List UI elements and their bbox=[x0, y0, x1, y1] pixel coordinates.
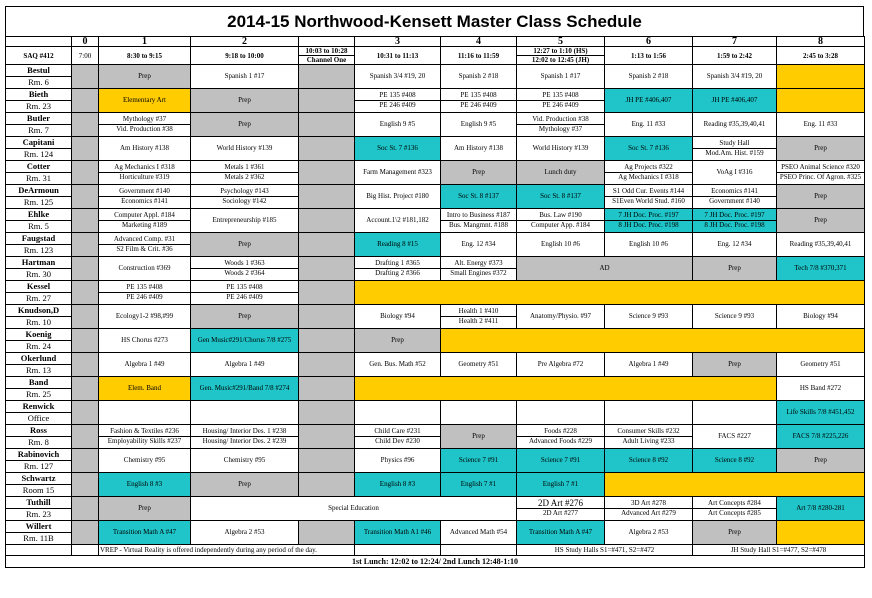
class-cell: Bus. Law #190 Computer App. #184 bbox=[517, 209, 605, 233]
period-6: 6 bbox=[605, 37, 693, 47]
period-7: 7 bbox=[693, 37, 777, 47]
teacher-row bbox=[6, 401, 865, 425]
teacher-row bbox=[6, 521, 865, 545]
period-1: 1 bbox=[99, 37, 191, 47]
class-cell: Prep bbox=[693, 521, 777, 545]
class-cell: Transition Math A #47 bbox=[517, 521, 605, 545]
class-cell: Foods #228 Advanced Foods #229 bbox=[517, 425, 605, 449]
teacher-cell: Koenig Rm. 24 bbox=[6, 329, 72, 353]
teacher-cell: Kessel Rm. 27 bbox=[6, 281, 72, 305]
class-cell: Prep bbox=[693, 257, 777, 281]
class-cell: Farm Management #323 bbox=[355, 161, 441, 185]
class-cell: Prep bbox=[441, 161, 517, 185]
teacher-row bbox=[6, 329, 865, 353]
class-cell: Algebra 2 #53 bbox=[605, 521, 693, 545]
period-0: 0 bbox=[72, 37, 99, 47]
class-cell: Science 8 #92 bbox=[693, 449, 777, 473]
class-cell: Government #140 Economics #141 bbox=[99, 185, 191, 209]
class-cell: Computer Appl. #184 Marketing #189 bbox=[99, 209, 191, 233]
class-cell: Soc St. 8 #137 bbox=[517, 185, 605, 209]
teacher-cell: DeArmoun Rm. 125 bbox=[6, 185, 72, 209]
class-cell: Physics #96 bbox=[355, 449, 441, 473]
class-cell: English 7 #1 bbox=[517, 473, 605, 497]
teacher-row bbox=[6, 257, 865, 281]
class-cell: Prep bbox=[99, 65, 191, 89]
class-cell: Special Education bbox=[191, 497, 517, 521]
teacher-cell: Rabinovich Rm. 127 bbox=[6, 449, 72, 473]
teacher-cell: Knudson,D Rm. 10 bbox=[6, 305, 72, 329]
class-cell: PE 135 #408 PE 246 #409 bbox=[99, 281, 191, 305]
class-cell: Geometry #51 bbox=[777, 353, 865, 377]
class-cell: Prep bbox=[777, 209, 865, 233]
class-cell: Biology #94 bbox=[355, 305, 441, 329]
class-cell: Reading #35,39,40,41 bbox=[777, 233, 865, 257]
class-cell: Study Hall Mod.Am. Hist. #159 bbox=[693, 137, 777, 161]
class-cell: Chemistry #95 bbox=[99, 449, 191, 473]
teacher-row bbox=[6, 281, 865, 305]
teacher-row bbox=[6, 233, 865, 257]
class-cell: Am History #138 bbox=[99, 137, 191, 161]
class-cell: Prep bbox=[191, 305, 299, 329]
class-cell: PE 135 #408 PE 246 #409 bbox=[191, 281, 299, 305]
teacher-cell: Faugstad Rm. 123 bbox=[6, 233, 72, 257]
class-cell: AD bbox=[517, 257, 693, 281]
class-cell: Transition Math A1 #46 bbox=[355, 521, 441, 545]
teacher-cell: Willert Rm. 11B bbox=[6, 521, 72, 545]
class-cell: Big Hist. Project #180 bbox=[355, 185, 441, 209]
teacher-cell: Ehlke Rm. 5 bbox=[6, 209, 72, 233]
schedule-table bbox=[5, 36, 865, 568]
class-cell: Prep bbox=[355, 329, 441, 353]
teacher-row bbox=[6, 425, 865, 449]
teacher-row bbox=[6, 377, 865, 401]
time-1: 8:30 to 9:15 bbox=[99, 47, 191, 65]
class-cell: Advanced Math #54 bbox=[441, 521, 517, 545]
class-cell: English 7 #1 bbox=[441, 473, 517, 497]
class-cell: PE 135 #408 PE 246 #409 bbox=[355, 89, 441, 113]
class-cell: 3D Art #278 Advanced Art #279 bbox=[605, 497, 693, 521]
class-cell: Soc St. 7 #136 bbox=[355, 137, 441, 161]
class-cell: Intro to Business #187 Bus. Mangmnt. #188 bbox=[441, 209, 517, 233]
teacher-row bbox=[6, 305, 865, 329]
class-cell: World History #139 bbox=[191, 137, 299, 161]
class-cell: Elem. Band bbox=[99, 377, 191, 401]
class-cell: Prep bbox=[441, 425, 517, 449]
period-4: 4 bbox=[441, 37, 517, 47]
class-cell: Prep bbox=[777, 137, 865, 161]
class-cell: Transition Math A #47 bbox=[99, 521, 191, 545]
lunch-times: 1st Lunch: 12:02 to 12:24/ 2nd Lunch 12:48-1:10 bbox=[6, 556, 865, 568]
class-cell: Lunch duty bbox=[517, 161, 605, 185]
class-cell: English 8 #3 bbox=[355, 473, 441, 497]
class-cell: PSEO Animal Science #320 PSEO Princ. Of Agron. #325 bbox=[777, 161, 865, 185]
page-title: 2014-15 Northwood-Kensett Master Class Schedule bbox=[5, 6, 864, 36]
class-cell: Prep bbox=[191, 233, 299, 257]
class-cell: English 9 #5 bbox=[355, 113, 441, 137]
class-cell: English 10 #6 bbox=[605, 233, 693, 257]
class-cell: Prep bbox=[777, 185, 865, 209]
teacher-row bbox=[6, 449, 865, 473]
teacher-row bbox=[6, 185, 865, 209]
class-cell: Spanish 2 #18 bbox=[441, 65, 517, 89]
teacher-cell: Renwick Office bbox=[6, 401, 72, 425]
class-cell: Prep bbox=[99, 497, 191, 521]
teacher-cell: Bestul Rm. 6 bbox=[6, 65, 72, 89]
class-cell: Mythology #37 Vid. Production #38 bbox=[99, 113, 191, 137]
time-header-row bbox=[6, 47, 865, 65]
teacher-cell: Okerlund Rm. 13 bbox=[6, 353, 72, 377]
class-cell: Eng. 11 #33 bbox=[777, 113, 865, 137]
class-cell: Tech 7/8 #370,371 bbox=[777, 257, 865, 281]
class-cell: Economics #141 Government #140 bbox=[693, 185, 777, 209]
class-cell: Am History #138 bbox=[441, 137, 517, 161]
class-cell: Algebra 1 #49 bbox=[191, 353, 299, 377]
time-8: 2:45 to 3:28 bbox=[777, 47, 865, 65]
class-cell: HS Band #272 bbox=[777, 377, 865, 401]
hs-study-hall-note: HS Study Halls S1=#471, S2=#472 bbox=[517, 545, 693, 556]
teacher-cell: Butler Rm. 7 bbox=[6, 113, 72, 137]
class-cell: JH PE #406,407 bbox=[605, 89, 693, 113]
class-cell: Soc St. 8 #137 bbox=[441, 185, 517, 209]
class-cell: Entrepreneurship #185 bbox=[191, 209, 299, 233]
saq-label: SAQ #412 bbox=[6, 47, 72, 65]
teacher-row bbox=[6, 209, 865, 233]
class-cell: Science 8 #92 bbox=[605, 449, 693, 473]
class-cell: Life Skills 7/8 #451,452 bbox=[777, 401, 865, 425]
period-8: 8 bbox=[777, 37, 865, 47]
period-5: 5 bbox=[517, 37, 605, 47]
footer-note-row bbox=[6, 545, 865, 556]
class-cell: Account.1\2 #181,182 bbox=[355, 209, 441, 233]
period-3: 3 bbox=[355, 37, 441, 47]
class-cell: JH PE #406,407 bbox=[693, 89, 777, 113]
time-4: 11:16 to 11:59 bbox=[441, 47, 517, 65]
teacher-row bbox=[6, 113, 865, 137]
class-cell: Prep bbox=[191, 89, 299, 113]
lunch-row bbox=[6, 556, 865, 568]
class-cell: Prep bbox=[191, 113, 299, 137]
teacher-cell: Cotter Rm. 31 bbox=[6, 161, 72, 185]
class-cell: FACS #227 bbox=[693, 425, 777, 449]
time-6: 1:13 to 1:56 bbox=[605, 47, 693, 65]
class-cell: Psychology #143 Sociology #142 bbox=[191, 185, 299, 209]
time-channel: 10:03 to 10:28 Channel One bbox=[299, 47, 355, 65]
class-cell: Prep bbox=[777, 449, 865, 473]
class-cell: PE 135 #408 PE 246 #409 bbox=[441, 89, 517, 113]
class-cell: Gen Music#291/Chorus 7/8 #275 bbox=[191, 329, 299, 353]
teacher-row bbox=[6, 89, 865, 113]
class-cell: HS Chorus #273 bbox=[99, 329, 191, 353]
class-cell: Child Care #231 Child Dev #230 bbox=[355, 425, 441, 449]
class-cell: Pre Algebra #72 bbox=[517, 353, 605, 377]
class-cell: Algebra 2 #53 bbox=[191, 521, 299, 545]
class-cell: Algebra 1 #49 bbox=[605, 353, 693, 377]
class-cell: Ag Projects #322 Ag Mechanics I #318 bbox=[605, 161, 693, 185]
teacher-cell: Ross Rm. 8 bbox=[6, 425, 72, 449]
teacher-row bbox=[6, 497, 865, 521]
class-cell: Chemistry #95 bbox=[191, 449, 299, 473]
period-2: 2 bbox=[191, 37, 299, 47]
vrep-note: VREP - Virtual Reality is offered independently during any period of the day. bbox=[99, 545, 355, 556]
class-cell: Science 9 #93 bbox=[693, 305, 777, 329]
class-cell: FACS 7/8 #225,226 bbox=[777, 425, 865, 449]
time-5: 12:27 to 1:10 (HS) 12:02 to 12:45 (JH) bbox=[517, 47, 605, 65]
class-cell: Biology #94 bbox=[777, 305, 865, 329]
teacher-row bbox=[6, 353, 865, 377]
class-cell: Reading #35,39,40,41 bbox=[693, 113, 777, 137]
class-cell: Prep bbox=[693, 353, 777, 377]
class-cell: Health 1 #410 Health 2 #411 bbox=[441, 305, 517, 329]
class-cell: Anatomy/Physio. #97 bbox=[517, 305, 605, 329]
class-cell: 2D Art #276 2D Art #277 bbox=[517, 497, 605, 521]
jh-study-hall-note: JH Study Hall S1=#477, S2=#478 bbox=[693, 545, 865, 556]
class-cell: Spanish 1 #17 bbox=[517, 65, 605, 89]
time-7: 1:59 to 2:42 bbox=[693, 47, 777, 65]
class-cell: Spanish 1 #17 bbox=[191, 65, 299, 89]
class-cell: Science 9 #93 bbox=[605, 305, 693, 329]
class-cell: Spanish 3/4 #19, 20 bbox=[693, 65, 777, 89]
time-0: 7:00 bbox=[72, 47, 99, 65]
class-cell: Housing/ Interior Des. 1 #238 Housing/ Interior Des. 2 #239 bbox=[191, 425, 299, 449]
period-header-row bbox=[6, 37, 865, 47]
class-cell: Woods 1 #363 Woods 2 #364 bbox=[191, 257, 299, 281]
class-cell: 7 JH Doc. Proc. #197 8 JH Doc. Proc. #198 bbox=[605, 209, 693, 233]
teacher-cell: Hartman Rm. 30 bbox=[6, 257, 72, 281]
class-cell: Eng. 12 #34 bbox=[441, 233, 517, 257]
teacher-cell: Band Rm. 25 bbox=[6, 377, 72, 401]
class-cell: VoAg I #316 bbox=[693, 161, 777, 185]
teacher-row bbox=[6, 65, 865, 89]
class-cell: Science 7 #91 bbox=[441, 449, 517, 473]
class-cell: Vid. Production #38 Mythology #37 bbox=[517, 113, 605, 137]
class-cell: Spanish 2 #18 bbox=[605, 65, 693, 89]
class-cell: PE 135 #408 PE 246 #409 bbox=[517, 89, 605, 113]
class-cell: Science 7 #91 bbox=[517, 449, 605, 473]
class-cell: Spanish 3/4 #19, 20 bbox=[355, 65, 441, 89]
teacher-cell: Tuthill Rm. 23 bbox=[6, 497, 72, 521]
class-cell: Ecology1-2 #98,#99 bbox=[99, 305, 191, 329]
teacher-row bbox=[6, 161, 865, 185]
class-cell: English 10 #6 bbox=[517, 233, 605, 257]
class-cell: Eng. 11 #33 bbox=[605, 113, 693, 137]
class-cell: Eng. 12 #34 bbox=[693, 233, 777, 257]
class-cell: Art Concepts #284 Art Concepts #285 bbox=[693, 497, 777, 521]
class-cell: Elementary Art bbox=[99, 89, 191, 113]
class-cell: Metals 1 #361 Metals 2 #362 bbox=[191, 161, 299, 185]
class-cell: 7 JH Doc. Proc. #197 8 JH Doc. Proc. #198 bbox=[693, 209, 777, 233]
class-cell: Alt. Energy #373 Small Engines #372 bbox=[441, 257, 517, 281]
class-cell: Consumer Skills #232 Adult Living #233 bbox=[605, 425, 693, 449]
class-cell: Drafting 1 #365 Drafting 2 #366 bbox=[355, 257, 441, 281]
teacher-cell: Schwartz Room 15 bbox=[6, 473, 72, 497]
class-cell: Gen. Music#291/Band 7/8 #274 bbox=[191, 377, 299, 401]
class-cell: Geometry #51 bbox=[441, 353, 517, 377]
class-cell: Fashion & Textiles #236 Employability Skills #237 bbox=[99, 425, 191, 449]
class-cell: Art 7/8 #280-281 bbox=[777, 497, 865, 521]
teacher-cell: Bieth Rm. 23 bbox=[6, 89, 72, 113]
class-cell: English 8 #3 bbox=[99, 473, 191, 497]
class-cell: Gen. Bus. Math #52 bbox=[355, 353, 441, 377]
class-cell: World History #139 bbox=[517, 137, 605, 161]
class-cell: Algebra 1 #49 bbox=[99, 353, 191, 377]
class-cell: Reading 8 #15 bbox=[355, 233, 441, 257]
time-2: 9:18 to 10:00 bbox=[191, 47, 299, 65]
class-cell: Advanced Comp. #31 S2 Film & Crit. #36 bbox=[99, 233, 191, 257]
time-3: 10:31 to 11:13 bbox=[355, 47, 441, 65]
class-cell: Construction #369 bbox=[99, 257, 191, 281]
teacher-row bbox=[6, 137, 865, 161]
class-cell: English 9 #5 bbox=[441, 113, 517, 137]
teacher-row bbox=[6, 473, 865, 497]
class-cell: Ag Mechanics I #318 Horticulture #319 bbox=[99, 161, 191, 185]
teacher-cell: Capitani Rm. 124 bbox=[6, 137, 72, 161]
class-cell: Prep bbox=[191, 473, 299, 497]
class-cell: S1 Odd Cur. Events #144 S1Even World Stud. #160 bbox=[605, 185, 693, 209]
class-cell: Soc St. 7 #136 bbox=[605, 137, 693, 161]
